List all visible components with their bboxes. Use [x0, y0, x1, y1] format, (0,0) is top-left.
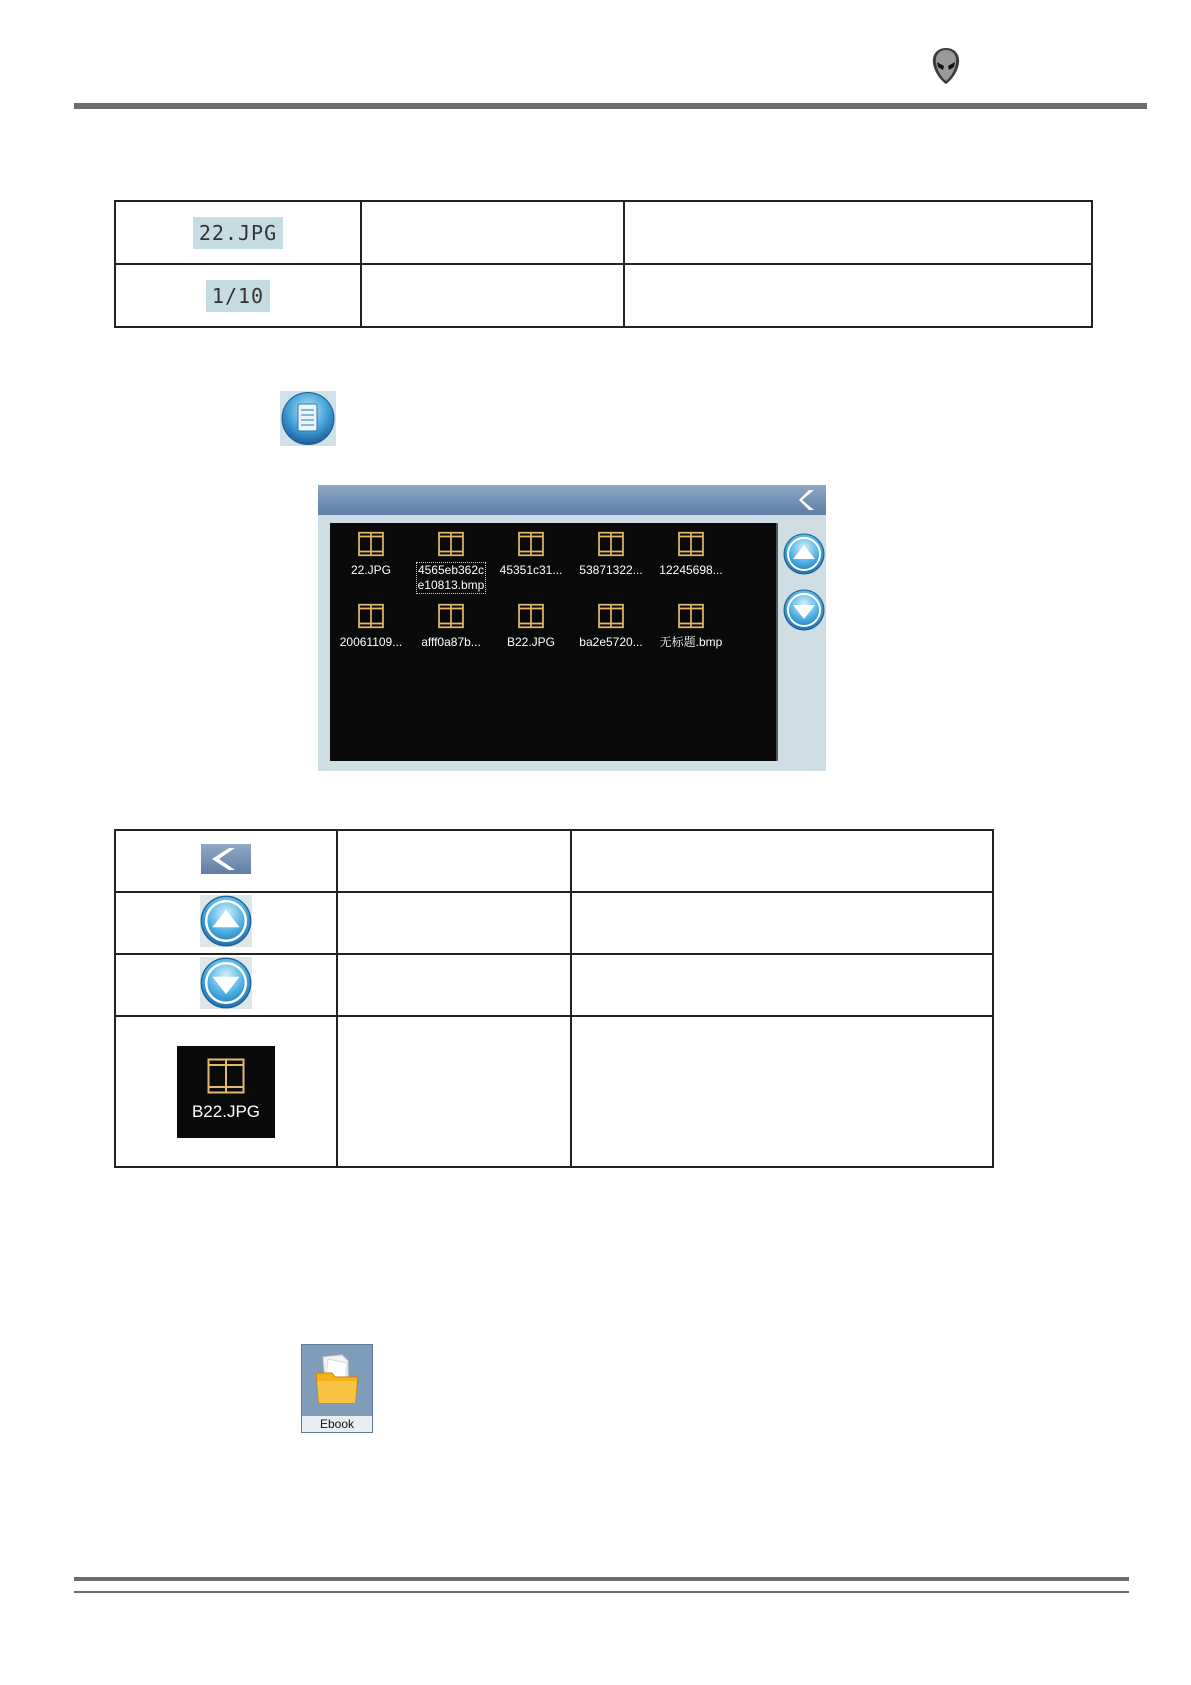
file-name: B22.JPG [506, 635, 556, 649]
file-name: 53871322... [579, 563, 643, 577]
file-grid [330, 523, 778, 761]
film-file-icon [598, 603, 624, 629]
film-file-icon [207, 1058, 245, 1094]
arrow-down-icon[interactable] [783, 589, 825, 631]
icon-cell [115, 954, 337, 1016]
filename-tag: 22.JPG [193, 217, 283, 249]
table-cell [571, 1016, 993, 1167]
file-item[interactable] [492, 603, 570, 650]
file-item[interactable] [652, 531, 730, 578]
file-name: 4565eb362c e10813.bmp [417, 563, 485, 592]
status-cell-page [115, 264, 361, 327]
film-file-icon [438, 531, 464, 557]
file-item[interactable] [492, 531, 570, 578]
arrow-down-icon [200, 957, 252, 1009]
file-name: 20061109... [339, 635, 403, 649]
icon-cell [115, 1016, 337, 1167]
file-item[interactable] [412, 603, 490, 650]
table-cell [624, 264, 1092, 327]
ebook-label: Ebook [302, 1416, 372, 1432]
file-item[interactable] [572, 531, 650, 578]
back-chevron-icon[interactable] [796, 488, 820, 512]
film-file-icon [598, 531, 624, 557]
table-cell [337, 892, 571, 954]
table-cell [337, 954, 571, 1016]
table-cell [361, 201, 624, 264]
table-cell [571, 954, 993, 1016]
table-cell [571, 830, 993, 892]
file-browser-screenshot [318, 485, 826, 771]
film-file-icon [358, 531, 384, 557]
file-item[interactable] [412, 531, 490, 593]
file-item[interactable] [572, 603, 650, 650]
status-cell-filename [115, 201, 361, 264]
film-file-tile [177, 1046, 275, 1138]
film-file-icon [518, 531, 544, 557]
file-name: 22.JPG [350, 563, 392, 577]
page-counter-tag: 1/10 [206, 280, 270, 312]
table-cell [337, 1016, 571, 1167]
browser-title-bar [318, 485, 826, 515]
file-list-icon[interactable] [280, 391, 336, 446]
file-name: afff0a87b... [421, 635, 481, 649]
arrow-up-icon[interactable] [783, 533, 825, 575]
file-name: 12245698... [659, 563, 723, 577]
file-item[interactable] [332, 531, 410, 578]
arrow-up-icon [200, 895, 252, 947]
file-name: 无标题.bmp [659, 635, 723, 649]
film-file-icon [438, 603, 464, 629]
back-chevron-icon [201, 844, 251, 874]
table-cell [337, 830, 571, 892]
file-item[interactable] [652, 603, 730, 650]
footer-rule-thin [74, 1591, 1129, 1593]
folder-icon [314, 1353, 360, 1405]
file-label: B22.JPG [191, 1101, 261, 1121]
controls-table [114, 829, 994, 1168]
film-file-icon [678, 603, 704, 629]
table-cell [361, 264, 624, 327]
status-table [114, 200, 1093, 328]
table-cell [571, 892, 993, 954]
film-file-icon [358, 603, 384, 629]
table-cell [624, 201, 1092, 264]
film-file-icon [678, 531, 704, 557]
film-file-icon [518, 603, 544, 629]
footer-rule [74, 1577, 1129, 1581]
icon-cell [115, 830, 337, 892]
header-rule [74, 103, 1147, 109]
file-item[interactable] [332, 603, 410, 650]
icon-cell [115, 892, 337, 954]
ebook-app-icon[interactable] [301, 1344, 373, 1433]
alien-head-icon [931, 47, 961, 85]
file-name: 45351c31... [499, 563, 563, 577]
file-name: ba2e5720... [579, 635, 643, 649]
